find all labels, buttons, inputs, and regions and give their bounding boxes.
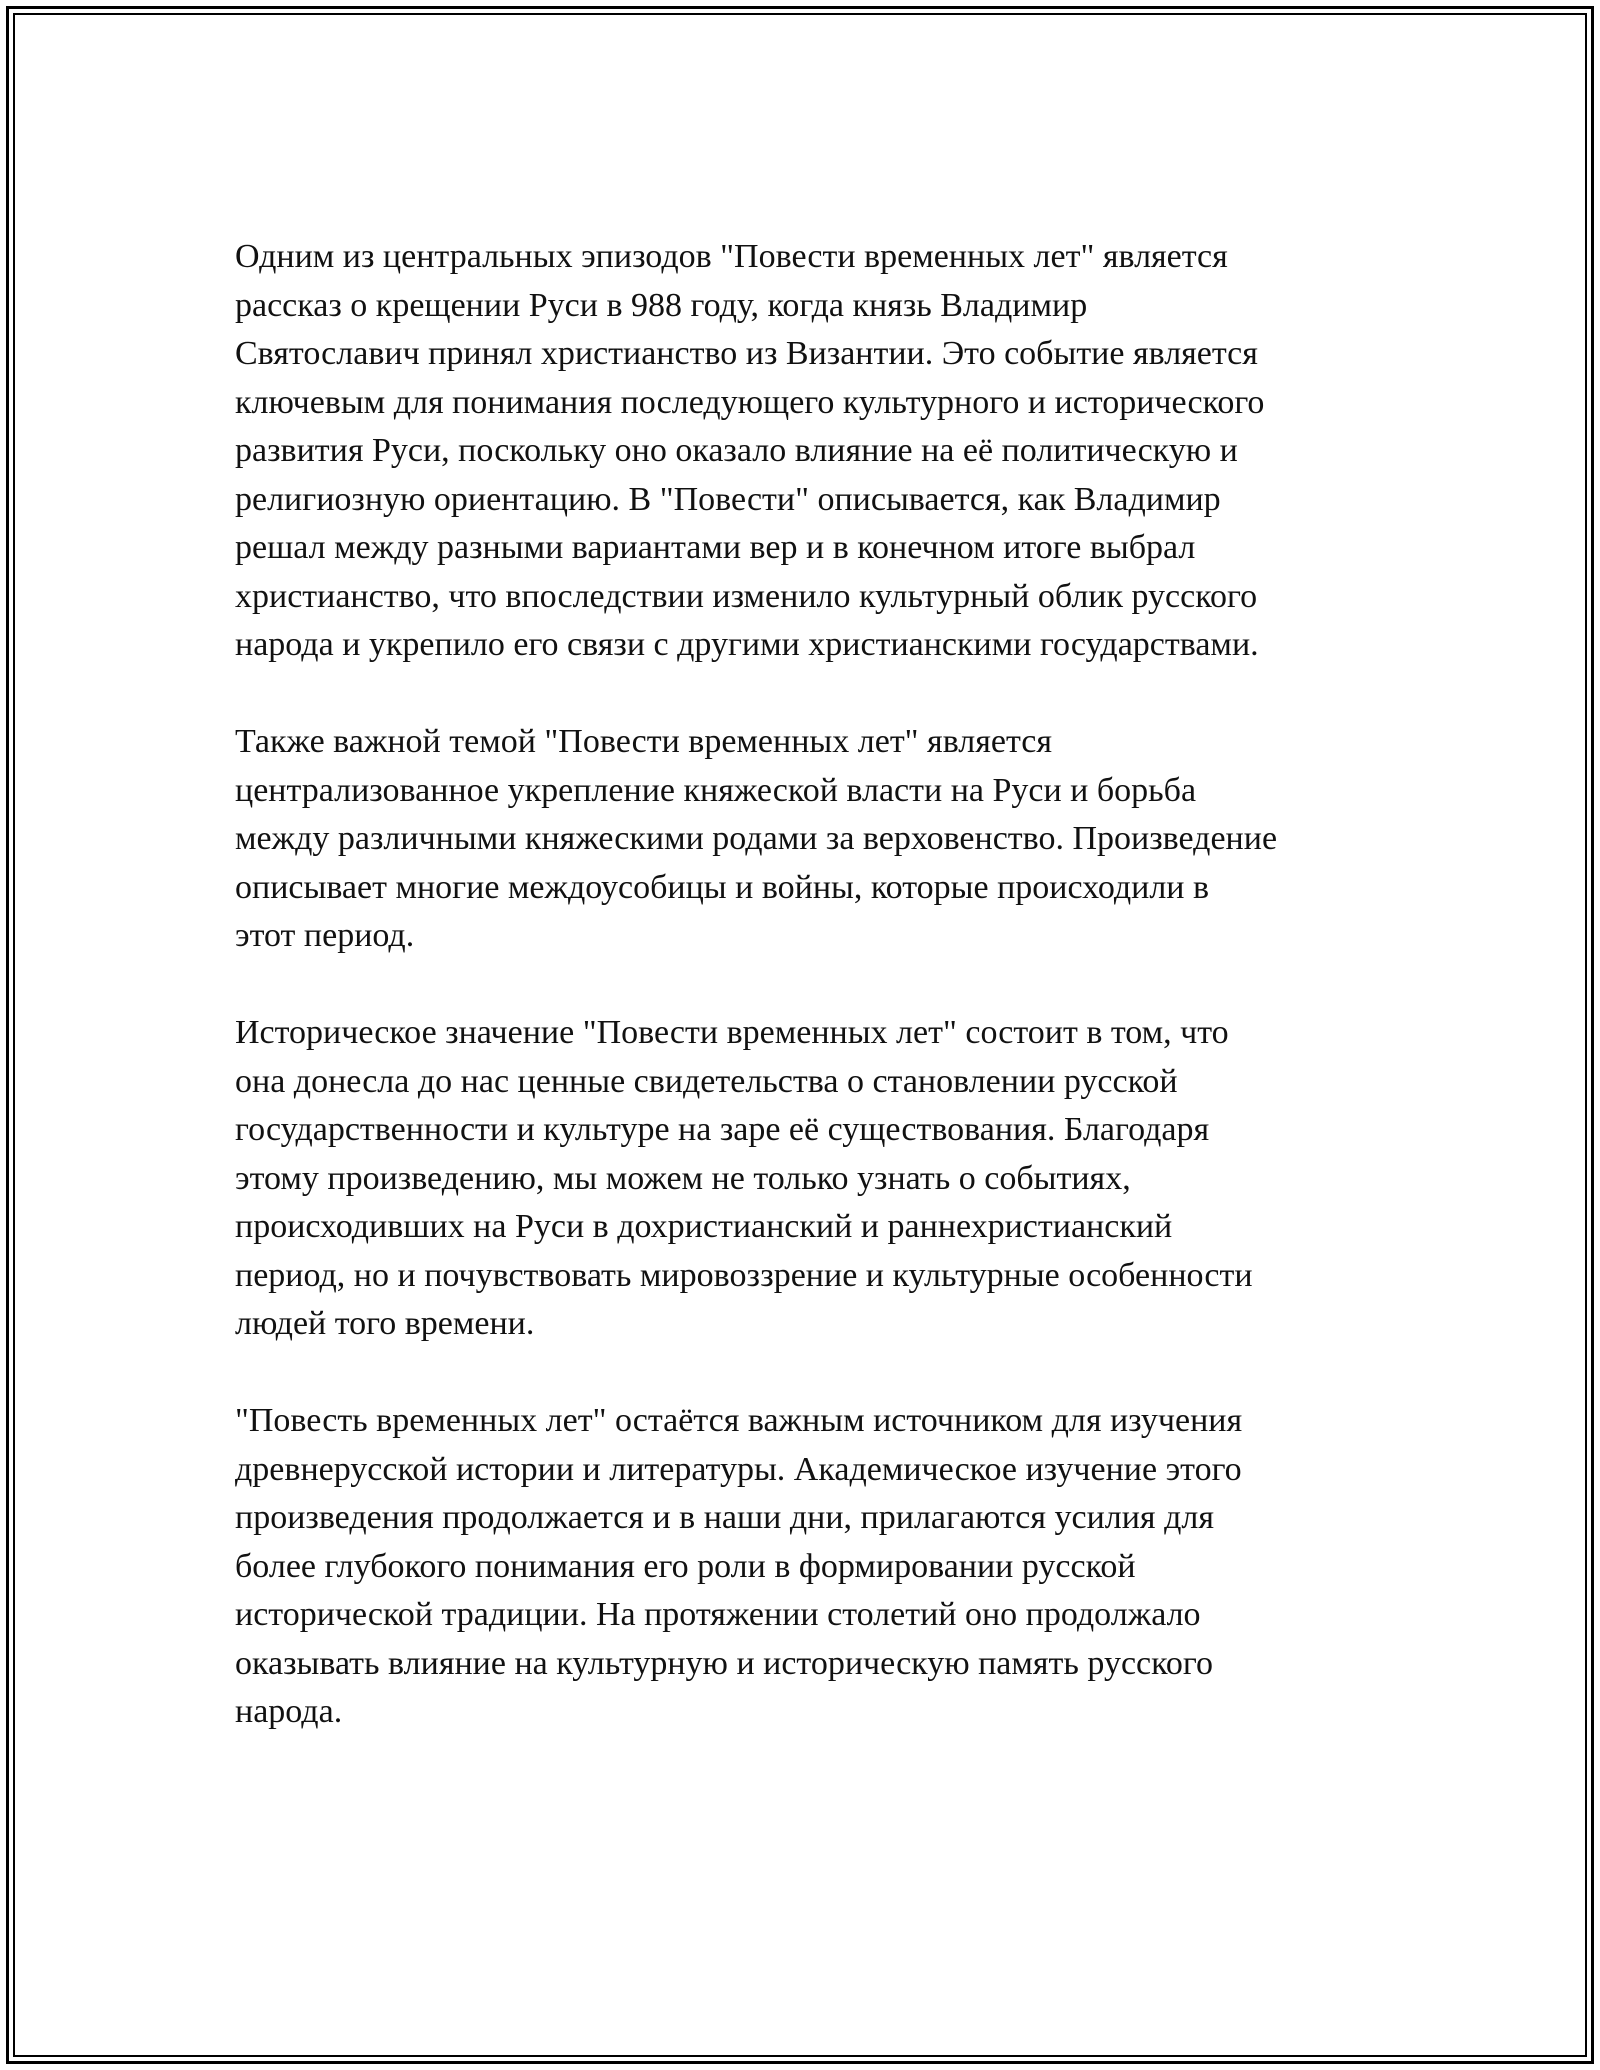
paragraph-baptism-of-rus: Одним из центральных эпизодов "Повести временных лет" является рассказ о крещении Руси в 988 году, когда князь Владимир Святославич принял христианство из Византии. Это событие является ключевым для понимания последующего культурного и исторического развития Руси, поскольку оно оказало влияние на её политическую и религиозную ориентацию. В "Повести" описывается, как Владимир решал между разными вариантами вер и в конечном итоге выбрал христианство, что впоследствии изменило культурный облик русского народа и укрепило его связи с другими христианскими государствами. (235, 238, 1265, 663)
paragraph-historical-significance: Историческое значение "Повести временных лет" состоит в том, что она донесла до нас ценные свидетельства о становлении русской государственности и культуре на заре её существования. Благодаря этому произведению, мы можем не только узнать о событиях, происходивших на Руси в дохристианский и раннехристианский период, но и почувствовать мировоззрение и культурные особенности людей того времени. (235, 1014, 1253, 1342)
document-body (235, 233, 1365, 1785)
paragraph-academic-study: "Повесть временных лет" остаётся важным источником для изучения древнерусской истории и литературы. Академическое изучение этого произведения продолжается и в наши дни, прилагаются усилия для более глубокого понимания его роли в формировании русской исторической традиции. На протяжении столетий оно продолжало оказывать влияние на культурную и историческую память русского народа. (235, 1402, 1243, 1730)
paragraph-princely-power: Также важной темой "Повести временных лет" является централизованное укрепление княжеской власти на Руси и борьба между различными княжескими родами за верховенство. Произведение описывает многие междоусобицы и войны, которые происходили в этот период. (235, 723, 1278, 954)
